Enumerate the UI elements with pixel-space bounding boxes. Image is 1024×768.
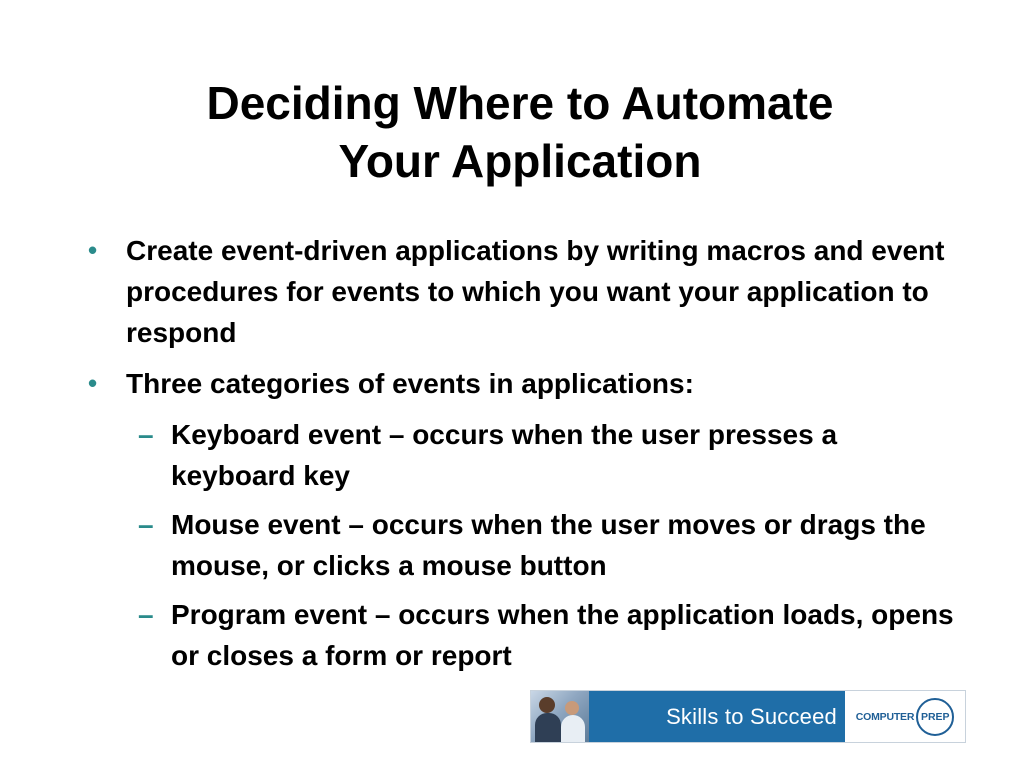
person-head-icon (565, 701, 579, 715)
sub-bullet-marker: – (138, 419, 154, 450)
logo-circle: PREP (916, 698, 954, 736)
person-body-icon (561, 715, 585, 742)
slide-title (60, 74, 980, 190)
sub-bullet-marker: – (138, 599, 154, 630)
sub-bullet-item (88, 594, 968, 676)
title-line-1: Deciding Where to Automate (206, 77, 834, 129)
sub-bullet-item (88, 504, 968, 586)
people-photo (531, 691, 589, 742)
footer-banner (530, 690, 966, 743)
title-line-2: Your Application (338, 135, 702, 187)
bullet-item (88, 363, 968, 404)
bullet-list (88, 230, 968, 684)
person-body-icon (535, 713, 561, 742)
bullet-item (88, 230, 968, 353)
banner-text: Skills to Succeed (589, 691, 845, 742)
sub-bullet-text: Keyboard event – occurs when the user presses a keyboard key (171, 419, 838, 491)
bullet-text: Three categories of events in applications: (126, 368, 694, 399)
sub-bullet-text: Mouse event – occurs when the user moves or drags the mouse, or clicks a mouse button (171, 509, 926, 581)
computer-prep-logo (845, 691, 965, 742)
bullet-marker: • (88, 235, 98, 265)
bullet-marker: • (88, 368, 98, 398)
sub-bullet-marker: – (138, 509, 154, 540)
sub-bullet-text: Program event – occurs when the application loads, opens or closes a form or report (171, 599, 954, 671)
bullet-text: Create event-driven applications by writing macros and event procedures for events to which you want your application to respond (126, 235, 945, 348)
sub-bullet-item (88, 414, 968, 496)
person-head-icon (539, 697, 555, 713)
logo-text: COMPUTER (855, 710, 915, 723)
